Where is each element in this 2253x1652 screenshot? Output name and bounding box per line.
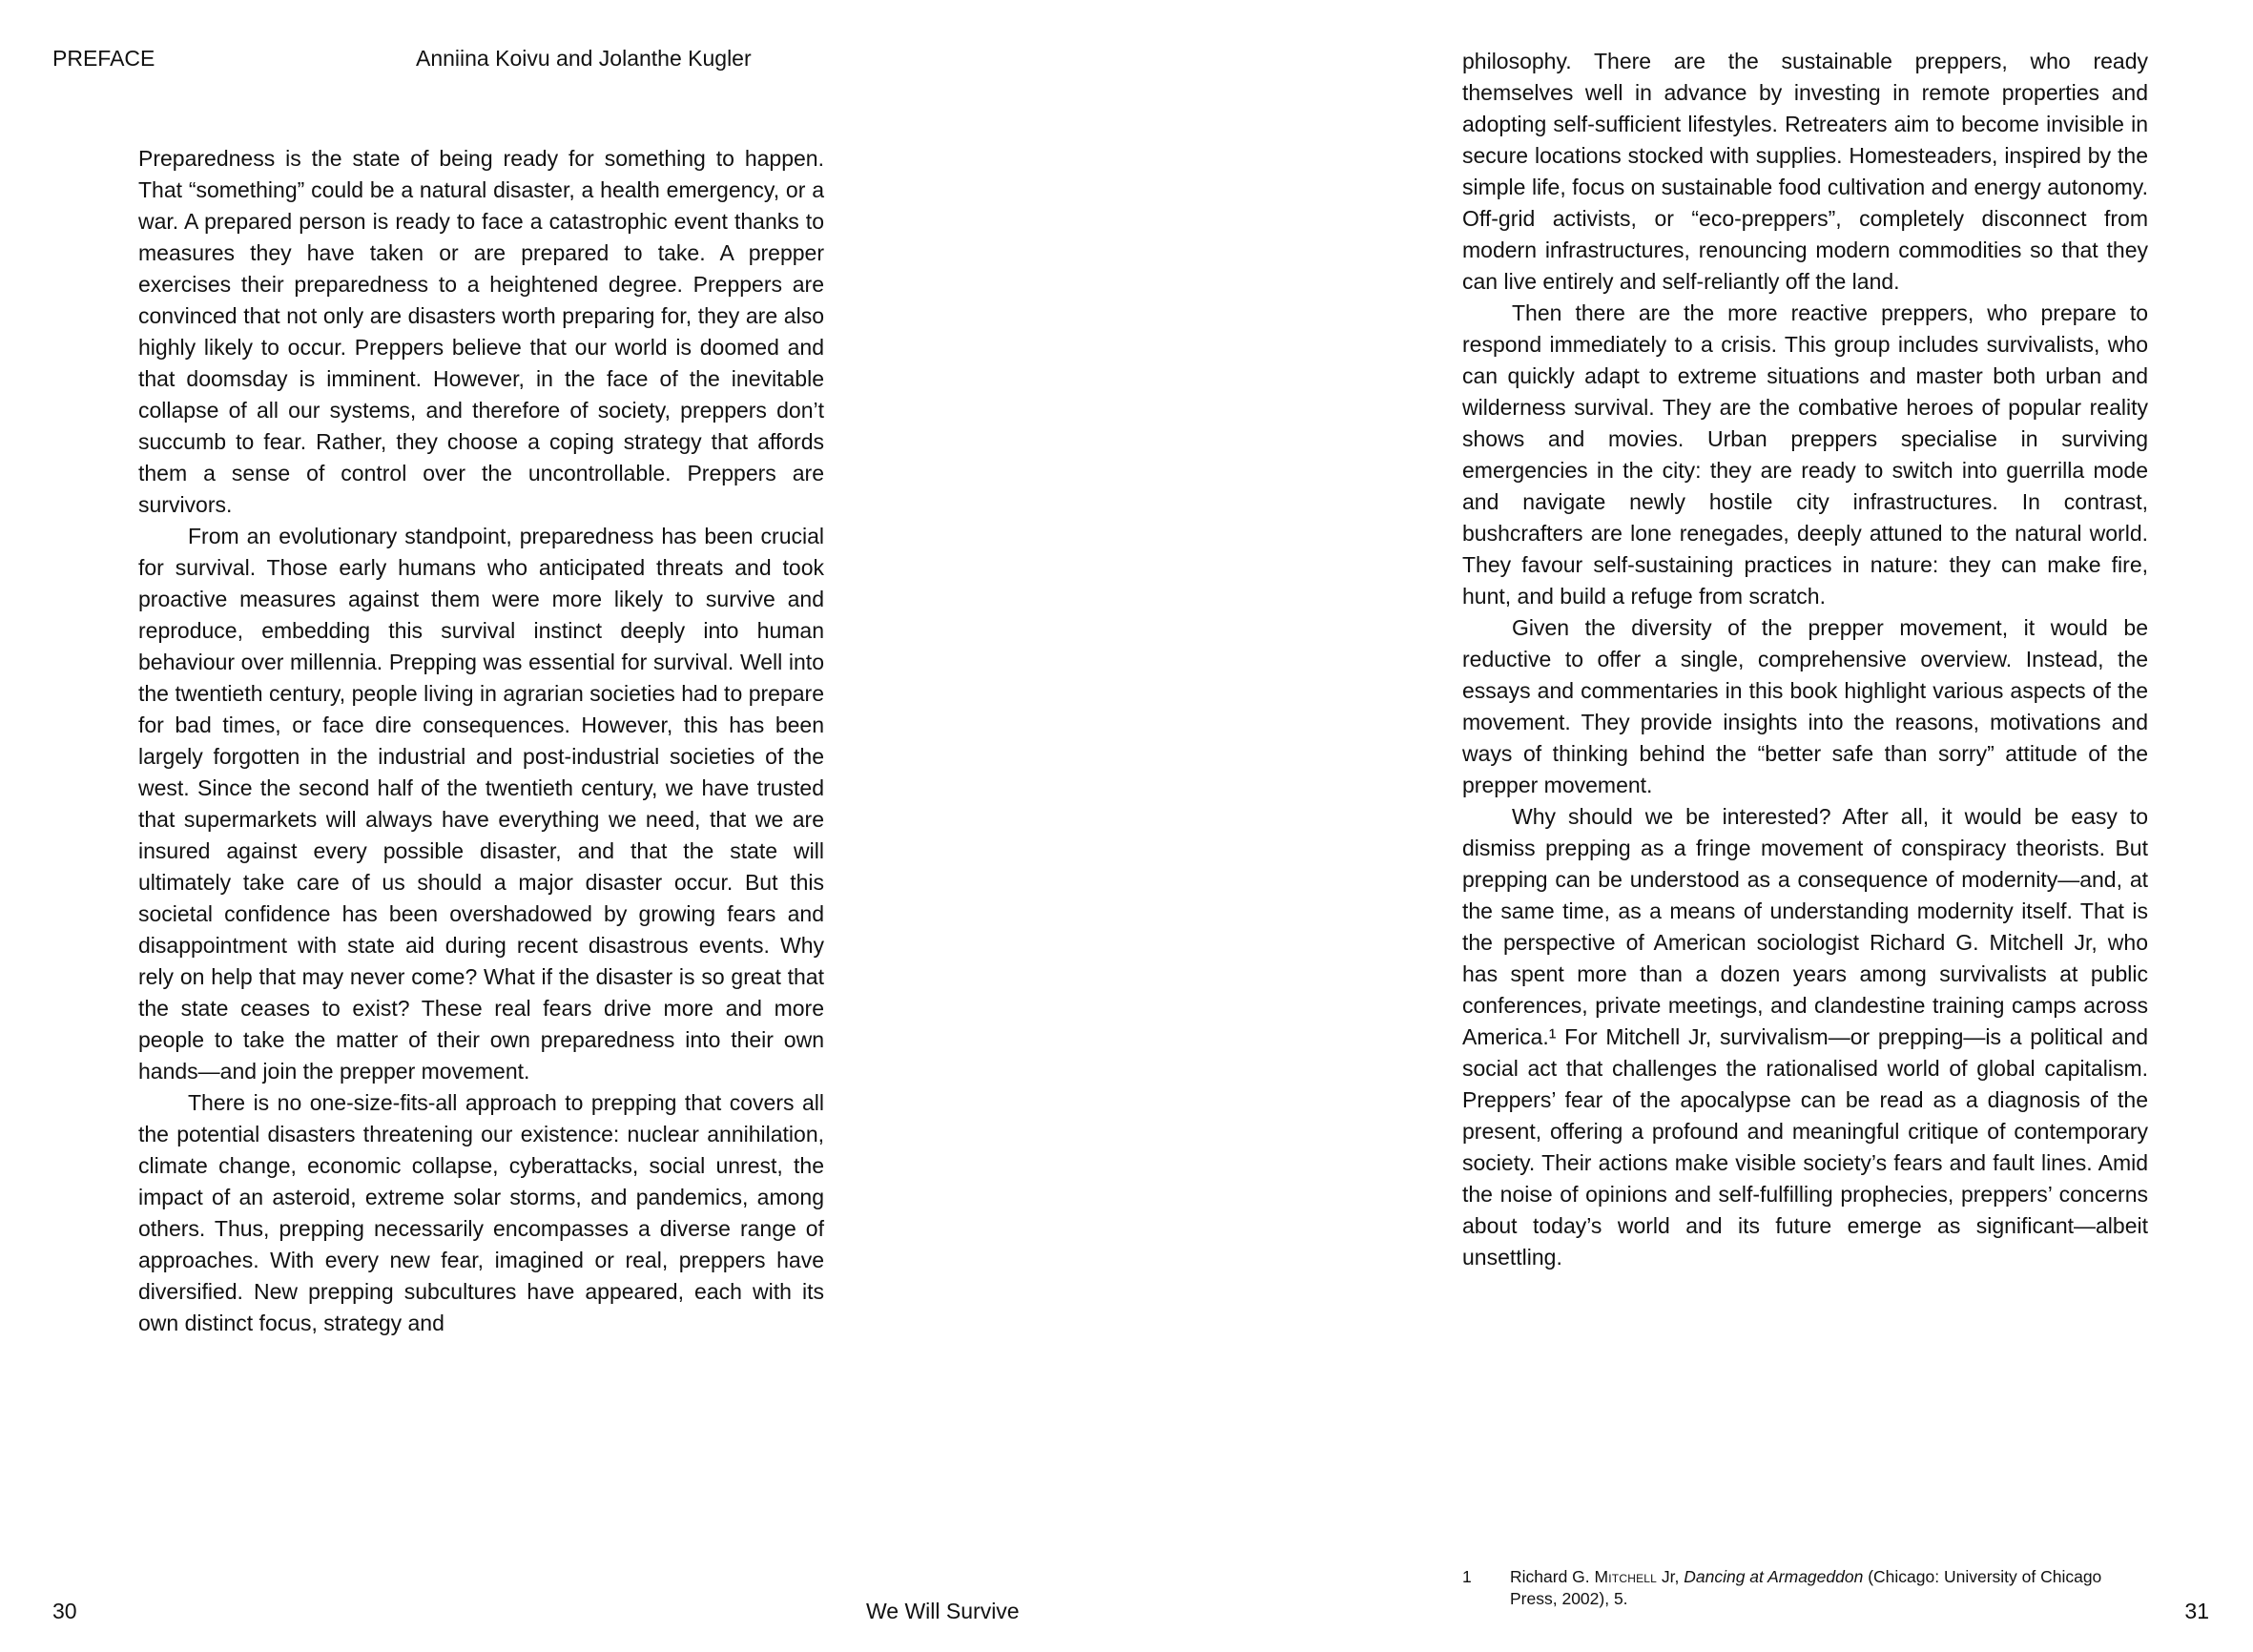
book-title: We Will Survive (866, 1599, 1020, 1623)
text-column-left (138, 143, 824, 1339)
paragraph: Why should we be interested? After all, it would be easy to dismiss prepping as a fringe movement of conspiracy theorists. But prepping can be understood as a consequence of modernity—and, at the same time, as a means of understanding modernity itself. That is the perspective of American sociologist Richard G. Mitchell Jr, who has spent more than a dozen years among survivalists at public conferences, private meetings, and clandestine training camps across America.¹ For Mitchell Jr, survivalism—or prepping—is a political and social act that challenges the rationalised world of global capitalism. Preppers’ fear of the apocalypse can be read as a diagnosis of the present, offering a profound and meaningful critique of contemporary society. Their actions make visible society’s fears and fault lines. Amid the noise of opinions and self-fulfilling prophecies, preppers’ concerns about today’s world and its future emerge as significant—albeit unsettling. (1462, 804, 2148, 1270)
footnote-text-part: Richard G. (1510, 1567, 1595, 1586)
page-right (1126, 0, 2253, 1652)
paragraph: philosophy. There are the sustainable preppers, who ready themselves well in advance by investing in remote properties and adopting self-sufficient lifestyles. Retreaters aim to become invisible in secure locations stocked with supplies. Homesteaders, inspired by the simple life, focus on sustainable food cultivation and energy autonomy. Off-grid activists, or “eco-preppers”, completely disconnect from modern infrastructures, renouncing modern commodities so that they can live entirely and self-reliantly off the land. (1462, 49, 2148, 294)
footnote-number: 1 (1462, 1567, 1472, 1586)
page-number-right: 31 (2184, 1599, 2209, 1623)
page-left (0, 0, 1126, 1652)
text-column-right (1462, 46, 2148, 1273)
paragraph: Preparedness is the state of being ready for something to happen. That “something” could be a natural disaster, a health emergency, or a war. A prepared person is ready to face a catastrophic event thanks to measures they have taken or are prepared to take. A prepper exercises their preparedness to a heightened degree. Preppers are convinced that not only are disasters worth preparing for, they are also highly likely to occur. Preppers believe that our world is doomed and that doomsday is imminent. However, in the face of the inevitable collapse of all our systems, and therefore of society, preppers don’t succumb to fear. Rather, they choose a coping strategy that affords them a sense of control over the uncontrollable. Preppers are survivors. (138, 146, 824, 517)
authors: Anniina Koivu and Jolanthe Kugler (416, 46, 752, 71)
footnote-text-part: Jr, (1657, 1567, 1685, 1586)
footnote (1462, 1566, 2153, 1609)
footnote-text-part: (Chicago: University of Chicago Press, 2002), 5. (1510, 1567, 2102, 1608)
footnote-text (1510, 1566, 2153, 1609)
page-number-left: 30 (52, 1599, 77, 1623)
footnote-book-title: Dancing at Armageddon (1684, 1567, 1864, 1586)
paragraph: From an evolutionary standpoint, preparedness has been crucial for survival. Those early humans who anticipated threats and took proactive measures against them were more likely to survive and reproduce, embedding this survival instinct deeply into human behaviour over millennia. Prepping was essential for survival. Well into the twentieth century, people living in agrarian societies had to prepare for bad times, or face dire consequences. However, this has been largely forgotten in the industrial and post-industrial societies of the west. Since the second half of the twentieth century, we have trusted that supermarkets will always have everything we need, that we are insured against every possible disaster, and that the state will ultimately take care of us should a major disaster occur. But this societal confidence has been overshadowed by growing fears and disappointment with state aid during recent disastrous events. Why rely on help that may never come? What if the disaster is so great that the state ceases to exist? These real fears drive more and more people to take the matter of their own preparedness into their own hands—and join the prepper movement. (138, 524, 824, 1084)
section-label: PREFACE (52, 46, 155, 71)
paragraph: There is no one-size-fits-all approach to prepping that covers all the potential disasters threatening our existence: nuclear annihilation, climate change, economic collapse, cyberattacks, social unrest, the impact of an asteroid, extreme solar storms, and pandemics, among others. Thus, prepping necessarily encompasses a diverse range of approaches. With every new fear, imagined or real, preppers have diversified. New prepping subcultures have appeared, each with its own distinct focus, strategy and (138, 1090, 824, 1335)
paragraph: Given the diversity of the prepper movement, it would be reductive to offer a single, comprehensive overview. Instead, the essays and commentaries in this book highlight various aspects of the movement. They provide insights into the reasons, motivations and ways of thinking behind the “better safe than sorry” attitude of the prepper movement. (1462, 615, 2148, 797)
paragraph: Then there are the more reactive preppers, who prepare to respond immediately to a crisis. This group includes survivalists, who can quickly adapt to extreme situations and master both urban and wilderness survival. They are the combative heroes of popular reality shows and movies. Urban preppers specialise in surviving emergencies in the city: they are ready to switch into guerrilla mode and navigate newly hostile city infrastructures. In contrast, bushcrafters are lone renegades, deeply attuned to the natural world. They favour self-sustaining practices in nature: they can make fire, hunt, and build a refuge from scratch. (1462, 300, 2148, 609)
footnote-smallcaps-name: Mitchell (1594, 1567, 1658, 1586)
